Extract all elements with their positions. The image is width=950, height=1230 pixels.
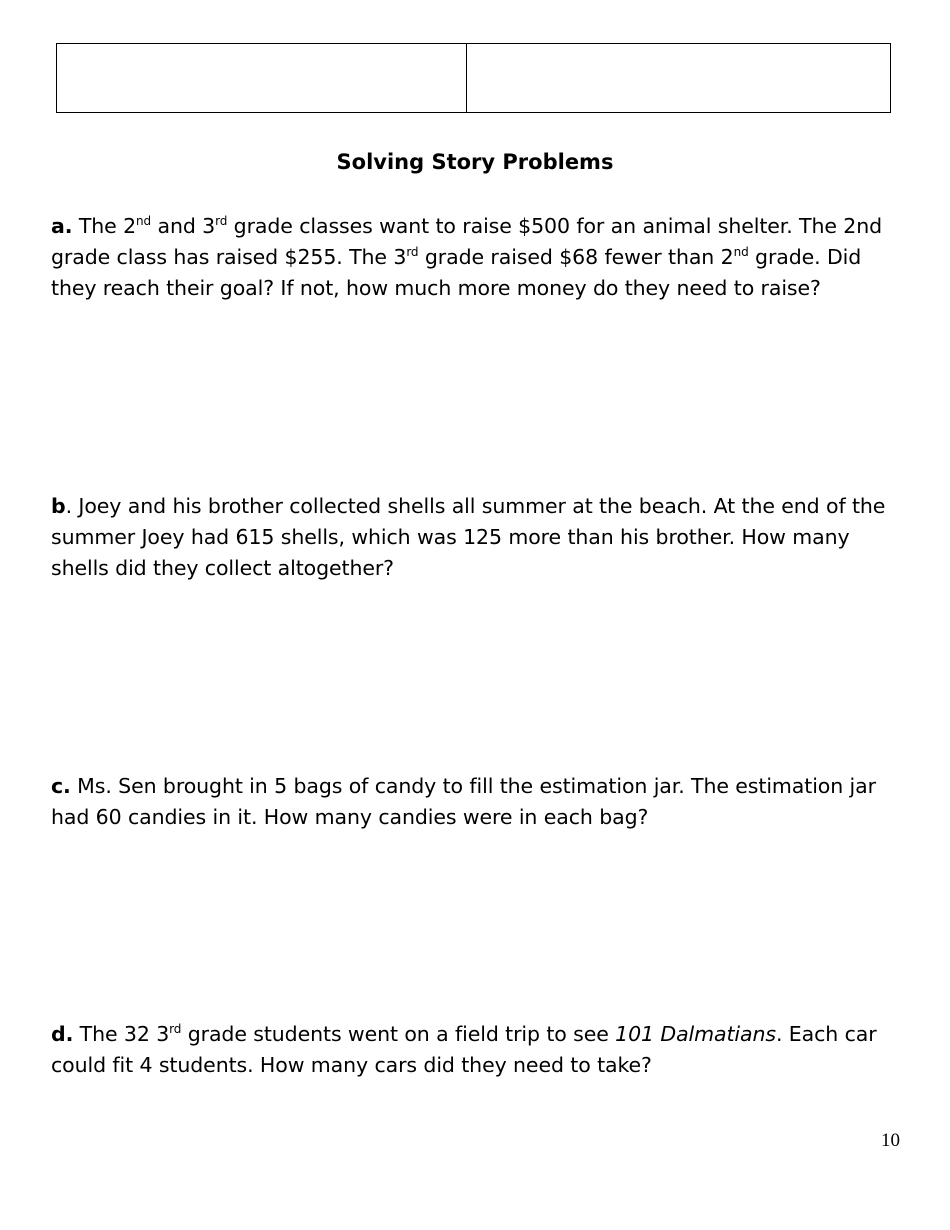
page-title: Solving Story Problems — [336, 150, 614, 174]
problem-a-text-4: grade raised $68 fewer than 2 — [418, 245, 734, 269]
problem-a-text-2: and 3 — [151, 214, 216, 238]
header-table-row — [57, 44, 891, 113]
problem-a-sup-1: nd — [136, 214, 152, 228]
problem-d-movie-title: 101 Dalmatians — [615, 1022, 776, 1046]
problem-c-text: Ms. Sen brought in 5 bags of candy to fill the estimation jar. The estimation jar had 60 candies in it. How many candies were in each bag? — [51, 774, 876, 829]
problem-d-label: d. — [51, 1022, 74, 1046]
problem-d-text-3: . Each car could fit 4 students. How many cars did they need to take? — [51, 1022, 877, 1077]
problem-b — [51, 491, 901, 584]
problem-c — [51, 771, 901, 833]
problem-a-sup-2: rd — [215, 214, 228, 228]
header-cell-left — [57, 44, 467, 113]
problem-d-sup-1: rd — [169, 1022, 182, 1036]
problem-a-label: a. — [51, 214, 73, 238]
problem-b-text: . Joey and his brother collected shells all summer at the beach. At the end of the summer Joey had 615 shells, which was 125 more than his brother. How many shells did they collect altogether? — [51, 494, 886, 580]
problem-a-text-3: grade classes want to raise $500 for an animal shelter. The 2nd grade class has raised $255. The 3 — [51, 214, 883, 269]
page-number: 10 — [881, 1130, 900, 1151]
problem-d-text-1: The 32 3 — [73, 1022, 170, 1046]
header-table — [56, 43, 891, 113]
problem-a — [51, 211, 901, 304]
header-cell-right — [467, 44, 891, 113]
problem-d-text-2: grade students went on a field trip to see — [181, 1022, 616, 1046]
problem-a-text-1: The 2 — [72, 214, 137, 238]
problem-d — [51, 1019, 901, 1081]
problem-a-sup-4: nd — [733, 245, 749, 259]
problem-b-label: b — [51, 494, 66, 518]
problem-c-label: c. — [51, 774, 71, 798]
problem-a-sup-3: rd — [406, 245, 419, 259]
problem-a-text-5: grade. Did they reach their goal? If not, how much more money do they need to raise? — [51, 245, 862, 300]
